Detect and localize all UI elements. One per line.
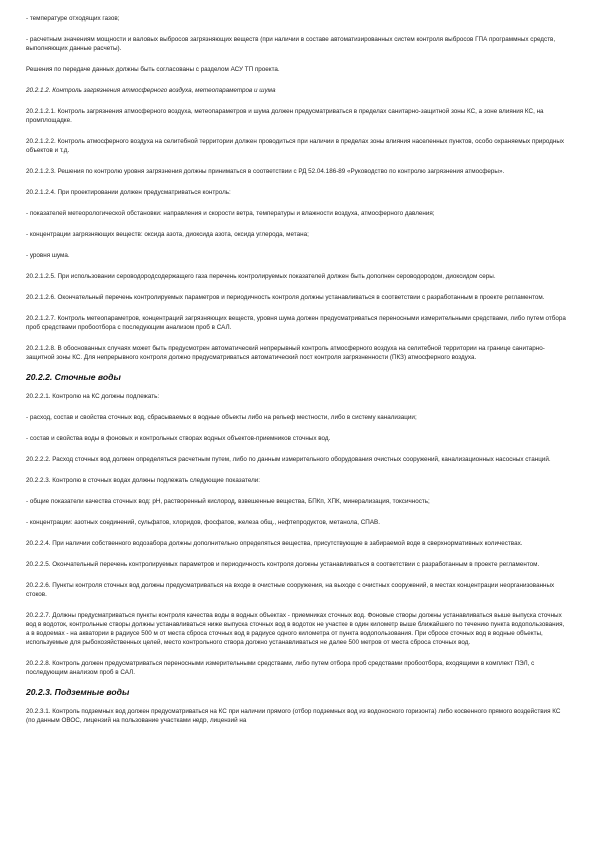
paragraph: 20.2.1.2.3. Решения по контролю уровня загрязнения должны приниматься в соответствии с РД 52.04.186-89 «Руководство по контролю загрязнения атмосферы». xyxy=(26,168,505,175)
section-heading-groundwater: 20.2.3. Подземные воды xyxy=(26,687,130,697)
list-item: - показателей метеорологической обстановки: направления и скорости ветра, температуры и влажности воздуха, атмосферного давления; xyxy=(26,210,435,217)
paragraph: 20.2.2.4. При наличии собственного водозабора должны дополнительно определяться вещества, присутствующие в забираемой воде в сверхнормативных количествах. xyxy=(26,540,523,547)
paragraph: 20.2.1.2.2. Контроль атмосферного воздуха на селитебной территории должен проводиться при наличии в пределах зоны влияния населенных пунктов, особо охраняемых природных объектов и т.д. xyxy=(26,138,565,154)
paragraph: 20.2.1.2.4. При проектировании должен предусматриваться контроль: xyxy=(26,189,231,196)
list-item: - расход, состав и свойства сточных вод, сбрасываемых в водные объекты либо на рельеф местности, либо в систему канализации; xyxy=(26,414,417,421)
subsection-heading: 20.2.1.2. Контроль загрязнения атмосферного воздуха, метеопараметров и шума xyxy=(26,87,276,94)
list-item: - общие показатели качества сточных вод: pH, растворенный кислород, взвешенные вещества, БПКп, ХПК, минерализация, токсичность; xyxy=(26,498,430,505)
paragraph: 20.2.1.2.6. Окончательный перечень контролируемых параметров и периодичность контроля должны устанавливаться в соответствии с разработанным в проекте регламентом. xyxy=(26,294,545,301)
list-item: - уровня шума. xyxy=(26,252,70,259)
paragraph: 20.2.1.2.1. Контроль загрязнения атмосферного воздуха, метеопараметров и шума должен предусматриваться в пределах санитарно-защитной зоны КС, а зоне влияния КС, на промплощадке. xyxy=(26,108,544,124)
paragraph: 20.2.2.7. Должны предусматриваться пункты контроля качества воды в водных объектах - приемниках сточных вод. Фоновые створы должны устанавливаться выше выпуска сточных вод в водоток, контрольные створы должны устанавливаться ниже выпуска сточных вод в водоток не участке в один километр выше ближайшего по течению пункта водопользования, а в водоемах - на акватории в радиусе 500 м от места сброса сточных вод в радиусе одного километра от пункта водопользования. При сбросе сточных вод в водные объекты, используемые для рыбохозяйственных целей, место контрольного створа должно устанавливаться не далее 500 метров от места сброса сточных вод. xyxy=(26,612,565,646)
paragraph: 20.2.2.6. Пункты контроля сточных вод должны предусматриваться на входе в очистные сооружения, на выходе с очистных сооружений, в местах концентрации неорганизованных стоков. xyxy=(26,582,555,598)
paragraph: Решения по передаче данных должны быть согласованы с разделом АСУ ТП проекта. xyxy=(26,66,280,73)
paragraph: 20.2.3.1. Контроль подземных вод должен предусматриваться на КС при наличии прямого (отбор подземных вод из водоносного горизонта) либо косвенного прямого воздействия КС (по данным ОВОС, лицензий на пользование участками недр, лицензий на xyxy=(26,708,561,724)
paragraph: 20.2.2.5. Окончательный перечень контролируемых параметров и периодичность контроля должны устанавливаться в соответствии с разработанным в проекте регламентом. xyxy=(26,561,540,568)
document-page xyxy=(26,14,566,737)
paragraph: 20.2.1.2.8. В обоснованных случаях может быть предусмотрен автоматический непрерывный контроль атмосферного воздуха на селитебной территории на границе санитарно-защитной зоны КС. Для непрерывного контроля должно предусматриваться автоматический пост контроля загрязненности (ПКЗ) атмосферного воздуха. xyxy=(26,345,545,361)
paragraph: - температуре отходящих газов; xyxy=(26,15,120,22)
paragraph: 20.2.2.2. Расход сточных вод должен определяться расчетным путем, либо по данным измерительного оборудования очистных сооружений, канализационных насосных станций. xyxy=(26,456,551,463)
paragraph: 20.2.1.2.5. При использовании сероводородсодержащего газа перечень контролируемых показателей должен быть дополнен сероводородом, диоксидом серы. xyxy=(26,273,496,280)
paragraph: 20.2.1.2.7. Контроль метеопараметров, концентраций загрязняющих веществ, уровня шума должен предусматриваться переносными измерительными средствами, либо путем отбора проб средствами пробоотбора с последующим анализом проб в САЛ. xyxy=(26,315,566,331)
section-heading-wastewater: 20.2.2. Сточные воды xyxy=(26,372,121,382)
paragraph: 20.2.2.1. Контролю на КС должны подлежать: xyxy=(26,393,160,400)
paragraph: - расчетным значениям мощности и валовых выбросов загрязняющих веществ (при наличии в составе автоматизированных систем контроля выбросов ГПА программных средств, выполняющих данные расчеты). xyxy=(26,36,556,52)
list-item: - концентрации загрязняющих веществ: оксида азота, диоксида азота, оксида углерода, метана; xyxy=(26,231,309,238)
paragraph: 20.2.2.3. Контролю в сточных водах должны подлежать следующие показатели: xyxy=(26,477,261,484)
paragraph: 20.2.2.8. Контроль должен предусматриваться переносными измерительными средствами, либо путем отбора проб средствами пробоотбора, входящими в комплект ПЭЛ, с последующим анализом проб в САЛ. xyxy=(26,660,535,676)
list-item: - состав и свойства воды в фоновых и контрольных створах водных объектов-приемников сточных вод. xyxy=(26,435,331,442)
list-item: - концентрации: азотных соединений, сульфатов, хлоридов, фосфатов, железа общ., нефтепродуктов, метанола, СПАВ. xyxy=(26,519,380,526)
